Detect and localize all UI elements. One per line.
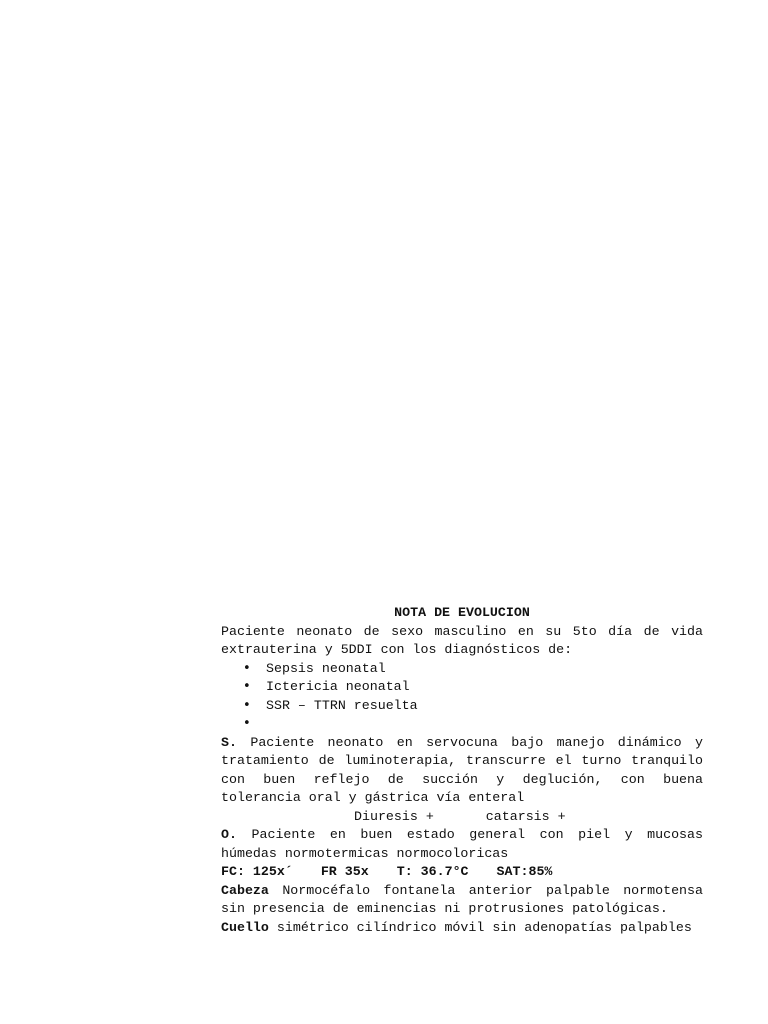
subjective-paragraph [221, 734, 703, 808]
head-exam-paragraph [221, 882, 703, 919]
outputs-line [221, 808, 703, 827]
neck-exam-paragraph [221, 919, 703, 938]
subjective-text: Paciente neonato en servocuna bajo manejo dinámico y tratamiento de luminoterapia, transcurre el turno tranquilo con buen reflejo de succión y deglución, con buena tolerancia oral y gástrica vía enteral [221, 734, 703, 805]
list-item [243, 678, 703, 697]
diagnosis-text: Sepsis neonatal [266, 660, 386, 676]
diagnosis-text: SSR – TTRN resuelta [266, 697, 418, 713]
diagnosis-text: Ictericia neonatal [266, 679, 410, 694]
evolution-note [221, 604, 703, 937]
objective-label: O. [221, 827, 237, 842]
head-label: Cabeza [221, 882, 269, 898]
saturation: SAT:85% [496, 864, 553, 879]
list-item [243, 660, 703, 679]
bullet-icon: • [243, 660, 251, 676]
subjective-label: S. [221, 734, 237, 750]
diuresis-value: Diuresis + [354, 808, 434, 824]
bullet-icon: • [243, 697, 251, 713]
diagnoses-list [221, 660, 703, 734]
respiratory-rate: FR 35x [320, 864, 369, 879]
list-item [243, 697, 703, 716]
intro-paragraph: Paciente neonato de sexo masculino en su 5to día de vida extrauterina y 5DDI con los diagnósticos de: [221, 623, 703, 657]
objective-paragraph [221, 826, 703, 863]
bullet-icon: • [243, 679, 251, 694]
temperature: T: 36.7°C [396, 864, 469, 879]
neck-text: simétrico cilíndrico móvil sin adenopatías palpables [276, 919, 692, 935]
list-item [243, 715, 703, 734]
head-text: Normocéfalo fontanela anterior palpable normotensa sin presencia de eminencias ni protrusiones patológicas. [221, 882, 703, 916]
neck-label: Cuello [221, 919, 269, 935]
heart-rate: FC: 125x´ [221, 864, 293, 879]
bullet-icon: • [243, 716, 251, 731]
catarsis-value: catarsis + [485, 808, 566, 824]
objective-text: Paciente en buen estado general con piel y mucosas húmedas normotermicas normocoloricas [221, 827, 703, 861]
vital-signs-line [221, 863, 703, 882]
note-title: NOTA DE EVOLUCION [394, 605, 530, 620]
